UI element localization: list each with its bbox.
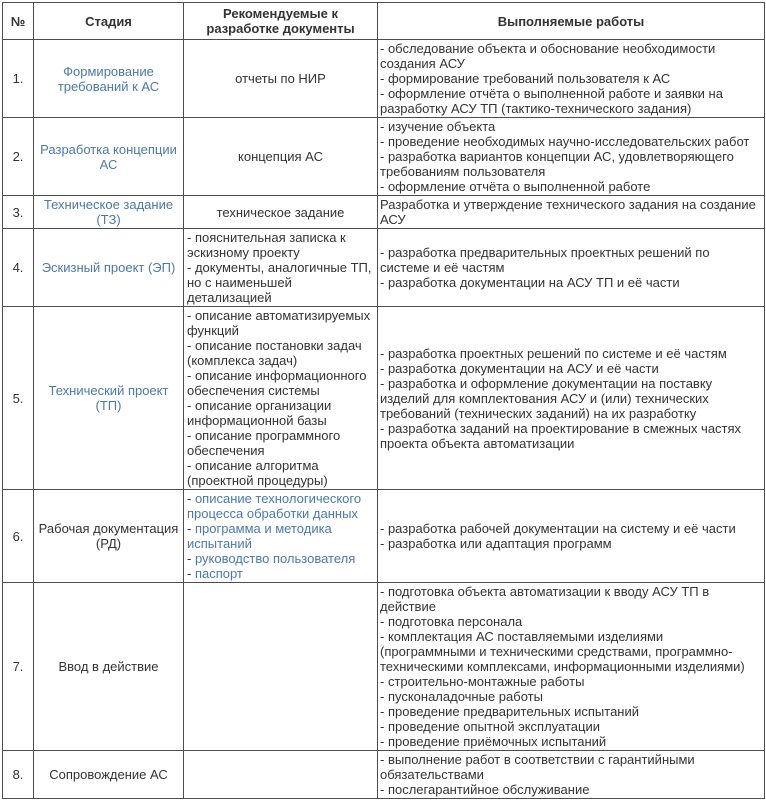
dash: - [187,566,195,581]
work-item: - разработка предварительных проектных решений по системе и её частям [380,245,710,275]
works-cell [378,583,765,751]
work-item: - обследование объекта и обоснование необходимости создания АСУ [380,41,716,71]
dash: - [187,308,195,323]
work-item: - подготовка персонала [380,614,523,629]
doc-link[interactable]: описание технологического процесса обработки данных [187,491,362,521]
work-item: - проведение опытной эксплуатации [380,719,600,734]
work-item: - разработка или адаптация программ [380,536,612,551]
work-item: - разработка вариантов концепции АС, удовлетворяющего требованиям пользователя [380,149,734,179]
header-row [3,3,765,40]
documents-cell [184,583,378,751]
works-cell [378,118,765,196]
stage-link[interactable]: Технический проект (ТП) [48,383,169,413]
stage-cell [34,490,184,583]
works-cell [378,751,765,799]
doc-text: концепция АС [238,149,323,164]
doc-item [187,260,374,305]
works-cell [378,229,765,307]
work-item: - разработка документации на АСУ и её части [380,360,659,376]
dash: - [187,260,195,275]
table-row [3,40,765,118]
work-item: - строительно-монтажные работы [380,674,585,689]
work-item: - изучение объекта [380,119,496,134]
work-item: - оформление отчёта о выполненной работе и заявки на разработку АСУ ТП (тактико-технического задания) [380,86,723,116]
row-number: 6. [3,490,34,583]
table-row [3,307,765,490]
doc-item [187,398,374,428]
col-header-num: № [3,3,34,40]
stage-label: Сопровождение АС [49,767,168,782]
stage-link[interactable]: Эскизный проект (ЭП) [41,260,176,275]
work-item: - оформление отчёта о выполненной работе [380,179,651,194]
doc-link[interactable]: руководство пользователя [194,551,356,566]
documents-cell [184,196,378,229]
table-row [3,490,765,583]
table-row [3,229,765,307]
doc-item [187,368,374,398]
stage-cell [34,40,184,118]
dash: - [187,398,195,413]
doc-text: описание алгоритма (проектной процедуры) [187,458,328,488]
stage-cell [34,583,184,751]
stage-cell [34,118,184,196]
work-item: - проведение необходимых научно-исследовательских работ [380,134,750,149]
row-number: 2. [3,118,34,196]
doc-text: описание автоматизируемых функций [187,308,371,338]
works-cell [378,196,765,229]
doc-text: пояснительная записка к эскизному проекту [187,230,346,260]
works-cell [378,40,765,118]
dash: - [187,551,195,566]
work-item: - проведение приёмочных испытаний [380,734,607,749]
documents-cell [184,229,378,307]
stage-cell [34,307,184,490]
work-item: - формирование требований пользователя к АС [380,71,671,86]
work-item: - разработка документации на АСУ ТП и её части [380,275,680,290]
work-item: - разработка рабочей документации на систему и её части [380,521,736,536]
table-row [3,751,765,799]
col-header-documents: Рекомендуемые к разработке документы [184,3,378,40]
col-header-stage: Стадия [34,3,184,40]
table-row [3,118,765,196]
dash: - [187,338,195,353]
stage-link[interactable]: Формирование требований к АС [57,63,160,94]
table-row [3,583,765,751]
stage-cell [34,229,184,307]
row-number: 5. [3,307,34,490]
stage-label: Рабочая документация (РД) [38,521,179,551]
doc-text: техническое задание [216,204,345,220]
dash: - [187,491,195,506]
works-cell [378,307,765,490]
doc-item [187,338,374,368]
dash: - [187,521,195,536]
dash: - [187,428,195,443]
documents-cell [184,40,378,118]
stage-label: Ввод в действие [58,659,159,674]
asu-stages-table [2,2,765,799]
doc-item [187,205,374,220]
doc-text: документы, аналогичные ТП, но с наименьшей детализацией [187,260,372,305]
work-item: - разработка и оформление документации на поставку изделий для комплектования АСУ и (или) технических требований (технических заданий) на их разработку [380,375,713,421]
documents-cell [184,751,378,799]
stage-link[interactable]: Разработка концепции АС [40,141,177,172]
doc-item [187,308,374,338]
work-item: Разработка и утверждение технического задания на создание АСУ [380,197,756,227]
documents-cell [184,307,378,490]
dash: - [187,368,195,383]
doc-link[interactable]: паспорт [194,566,243,581]
doc-item [187,149,374,164]
doc-text: описание организации информационной базы [187,398,332,428]
stage-cell [34,751,184,799]
work-item: - разработка проектных решений по системе и её частям [380,345,727,361]
doc-item [187,521,374,551]
doc-item [187,458,374,488]
doc-text: описание постановки задач (комплекса задач) [187,338,362,368]
work-item: - проведение предварительных испытаний [380,704,640,719]
doc-text: описание информационного обеспечения системы [187,368,367,398]
row-number: 4. [3,229,34,307]
works-cell [378,490,765,583]
doc-item [187,71,374,86]
doc-link[interactable]: программа и методика испытаний [187,521,332,551]
doc-text: отчеты по НИР [235,71,326,86]
stage-link[interactable]: Техническое задание (ТЗ) [43,197,174,227]
work-item: - пусконаладочные работы [380,689,543,704]
doc-item [187,551,374,566]
doc-item [187,491,374,521]
work-item: - комплектация АС поставляемыми изделиями (программными и техническими средствами, программно-техническими комплексами, информационными изделиями) [380,629,745,674]
doc-item [187,566,374,581]
work-item: - подготовка объекта автоматизации к вводу АСУ ТП в действие [380,584,710,614]
documents-cell [184,118,378,196]
dash: - [187,230,195,245]
row-number: 7. [3,583,34,751]
stage-cell [34,196,184,229]
documents-cell [184,490,378,583]
doc-item [187,428,374,458]
col-header-works: Выполняемые работы [378,3,765,40]
row-number: 1. [3,40,34,118]
doc-text: описание программного обеспечения [187,428,341,458]
table-row [3,196,765,229]
dash: - [187,458,195,473]
work-item: - послегарантийное обслуживание [380,782,590,797]
row-number: 3. [3,196,34,229]
work-item: - разработка заданий на проектирование в смежных частях проекта объекта автоматизации [380,420,742,451]
work-item: - выполнение работ в соответствии с гарантийными обязательствами [380,752,695,782]
row-number: 8. [3,751,34,799]
doc-item [187,230,374,260]
